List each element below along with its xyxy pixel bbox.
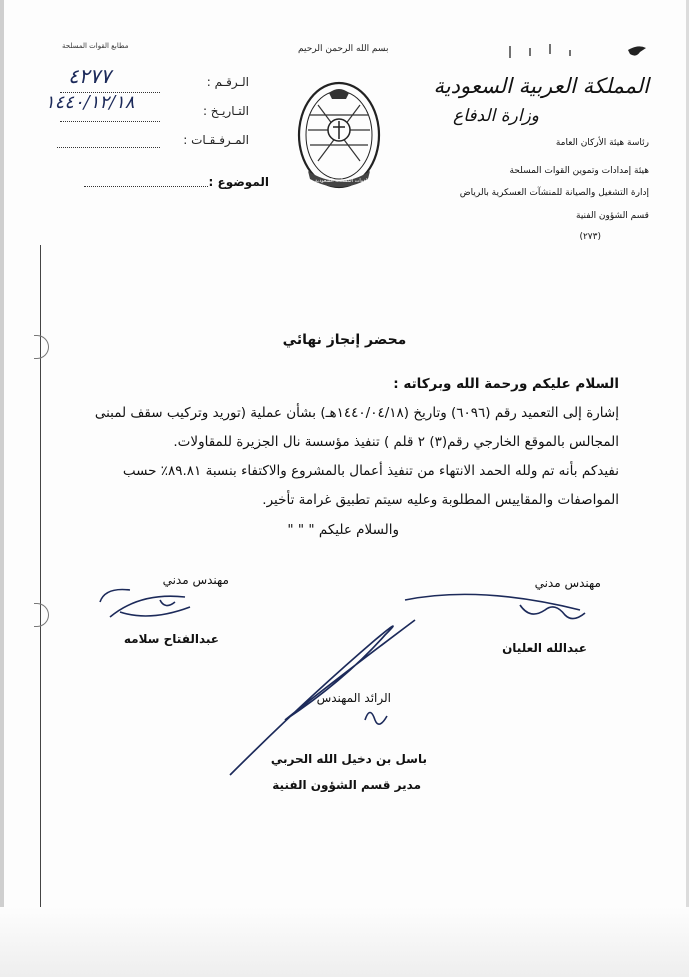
scan-bottom-shade: [0, 907, 689, 977]
number-value: ٤٢٧٧: [68, 64, 111, 88]
date-value: ١٤٤٠/١٢/١٨: [45, 92, 135, 113]
sig-center-title: الرائد المهندس: [316, 691, 391, 705]
org-supply: هيئة إمدادات وتموين القوات المسلحة: [509, 166, 649, 176]
punch-hole-bottom: [34, 603, 49, 627]
attachments-label: المـرفـقـات :: [183, 133, 249, 147]
armed-forces-emblem: [296, 75, 382, 193]
sig-left-name: عبدالفتاح سلامه: [123, 632, 219, 646]
date-dots: [60, 121, 160, 122]
signature-left: [90, 582, 210, 627]
org-operations: إدارة التشغيل والصيانة للمنشآت العسكرية بالرياض: [459, 188, 649, 198]
body-line-2: المجالس بالموقع الخارجي رقم(٣) ٢ قلم ) تنفيذ مؤسسة نال الجزيرة للمقاولات.: [173, 434, 619, 450]
org-staff: رئاسة هيئة الأركان العامة: [555, 138, 649, 148]
body-line-4: المواصفات والمقاييس المطلوبة وعليه سيتم تطبيق غرامة تأخير.: [262, 492, 619, 508]
signature-right: [400, 585, 590, 635]
closing: والسلام عليكم " " ": [287, 522, 399, 538]
scan-left-edge: [0, 0, 4, 977]
org-dept: قسم الشؤون الفنية: [576, 211, 649, 221]
header-decoration: [490, 38, 650, 66]
body-line-1: إشارة إلى التعميد رقم (٦٠٩٦) وتاريخ (١٤٤٠/٠٤/١٨هـ) بشأن عملية (توريد وتركيب سقف لمبنى: [94, 405, 619, 421]
org-code: (٢٧٣): [579, 232, 601, 242]
subject-dots: [84, 186, 208, 187]
printer-label: مطابع القوات المسلحة: [62, 42, 129, 50]
org-ministry: وزارة الدفاع: [453, 106, 539, 126]
sig-right-title: مهندس مدني: [534, 576, 601, 590]
emblem-caption: القوات المسلحة السعودية: [315, 178, 369, 184]
basmala: بسم الله الرحمن الرحيم: [298, 44, 389, 54]
sig-center-role: مدير قسم الشؤون الفنية: [272, 778, 421, 792]
org-kingdom: المملكة العربية السعودية: [433, 74, 649, 98]
sig-center-name: باسل بن دخيل الله الحربي: [270, 752, 427, 766]
subject-label: الموضوع :: [208, 175, 269, 189]
attachments-dots: [57, 147, 160, 148]
body-line-3: نفيدكم بأنه تم ولله الحمد الانتهاء من تنفيذ أعمال بالمشروع والاكتفاء بنسبة ٨٩.٨١٪ حسب: [122, 463, 619, 479]
sig-left-title: مهندس مدني: [162, 573, 229, 587]
sig-right-name: عبدالله العليان: [502, 641, 587, 655]
letter-title: محضر إنجاز نهائي: [282, 332, 407, 348]
date-label: التـاريـخ :: [202, 104, 249, 118]
greeting: السلام عليكم ورحمة الله وبركاته :: [393, 376, 619, 392]
number-label: الـرقـم :: [206, 75, 249, 89]
